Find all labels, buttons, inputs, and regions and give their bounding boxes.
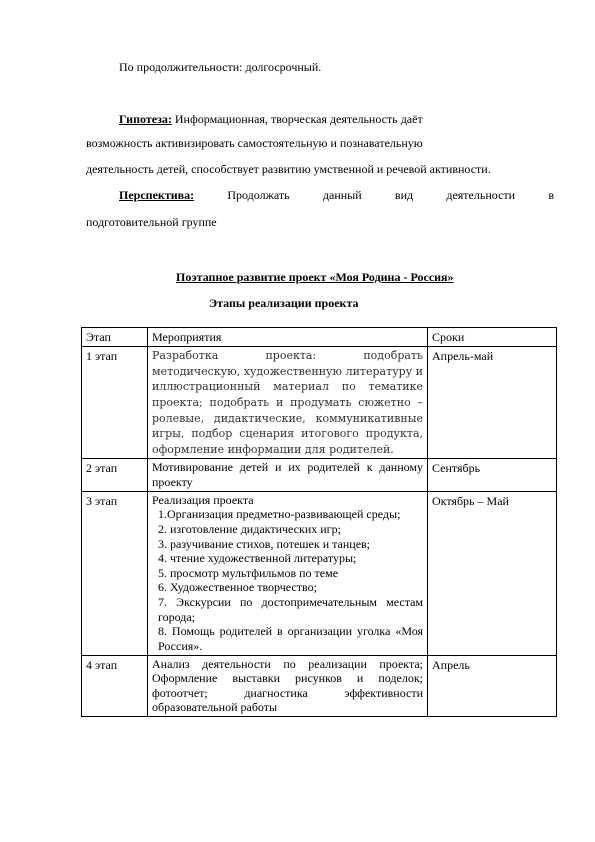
table-row	[82, 459, 557, 491]
header-stage: Этап	[82, 328, 148, 347]
stage-development-title: Поэтапное развитие проект «Моя Родина - Россия»	[176, 270, 454, 284]
stage-cell: 2 этап	[82, 459, 148, 491]
activities-cell: Мотивирование детей и их родителей к данному проекту	[148, 459, 428, 491]
activities-cell: Разработка проекта: подобрать методическую, художественную литературу и иллюстрационный материал по тематике проекта; подобрать и продумать сюжетно – ролевые, дидактические, коммуникативные игры, подбор сценария итогового продукта, оформление информации для родителей.	[148, 347, 428, 459]
stages-subtitle: Этапы реализации проекта	[209, 296, 359, 310]
header-terms: Сроки	[428, 328, 557, 347]
list-item: 6. Художественное творчество;	[158, 580, 317, 595]
perspective-label: Перспектива:	[119, 188, 195, 202]
table-row	[82, 347, 557, 459]
hypothesis-line-2: возможность активизировать самостоятельную и познавательную	[86, 136, 423, 150]
list-item: 2. изготовление дидактических игр;	[158, 521, 341, 536]
activities-title: Реализация проекта	[152, 492, 254, 507]
term-cell: Октябрь – Май	[428, 491, 557, 655]
stage-cell: 4 этап	[82, 655, 148, 717]
term-cell: Апрель	[428, 655, 557, 717]
hypothesis-line-3: деятельность детей, способствует развитию умственной и речевой активности.	[86, 162, 491, 176]
list-item: 1.Организация предметно-развивающей среды;	[158, 507, 401, 522]
list-item: 5. просмотр мультфильмов по теме	[158, 565, 339, 580]
duration-line: По продолжительности: долгосрочный.	[119, 60, 322, 74]
list-item: 8. Помощь родителей в организации уголка «Моя Россия».	[158, 624, 423, 653]
perspective-word: данный	[322, 188, 362, 202]
list-item: 3. разучивание стихов, потешек и танцев;	[158, 536, 371, 551]
perspective-line-1	[119, 188, 554, 202]
table-row	[82, 491, 557, 655]
hypothesis-line-1	[119, 112, 423, 126]
hypothesis-label: Гипотеза:	[119, 112, 172, 126]
header-activities: Мероприятия	[148, 328, 428, 347]
activities-cell	[148, 491, 428, 655]
stages-table	[81, 327, 557, 717]
perspective-word: Продолжать	[227, 188, 290, 202]
stage-cell: 3 этап	[82, 491, 148, 655]
table-row	[82, 655, 557, 717]
perspective-line-2: подготовительной группе	[86, 215, 217, 229]
list-item: 7. Экскурсии по достопримечательным местам города;	[158, 595, 423, 624]
perspective-word: деятельности	[446, 188, 516, 202]
perspective-word: в	[548, 188, 554, 202]
table-header-row	[82, 328, 557, 347]
activities-cell: Анализ деятельности по реализации проекта; Оформление выставки рисунков и поделок; фотоотчет; диагностика эффективности образовательной работы	[148, 655, 428, 717]
term-cell: Сентябрь	[428, 459, 557, 491]
stage-cell: 1 этап	[82, 347, 148, 459]
list-item: 4. чтение художественной литературы;	[158, 551, 357, 566]
term-cell: Апрель-май	[428, 347, 557, 459]
hypothesis-text-1: Информационная, творческая деятельность даёт	[171, 112, 423, 126]
perspective-word: вид	[394, 188, 414, 202]
